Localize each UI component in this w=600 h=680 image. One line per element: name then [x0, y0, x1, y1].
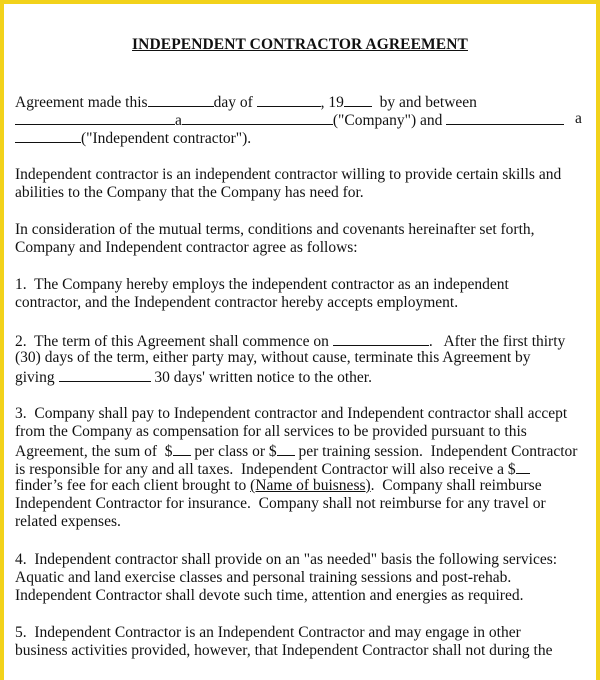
document-page	[4, 4, 596, 680]
section-3-line: Independent Contractor for insurance. Company shall not reimburse for any travel or	[15, 495, 546, 512]
section-3-text: . Company shall reimburse	[370, 477, 542, 494]
company-name-blank[interactable]	[15, 110, 175, 125]
intro-text: a	[575, 110, 582, 127]
section-4-line: 4. Independent contractor shall provide on an "as needed" basis the following services:	[15, 551, 558, 568]
section-1-line: 1. The Company hereby employs the independent contractor as an independent	[15, 276, 509, 293]
date-month-blank[interactable]	[257, 92, 321, 107]
section-3-text: is responsible for any and all taxes. Independent Contractor will also receive a $	[15, 461, 516, 478]
paragraph-line: In consideration of the mutual terms, conditions and covenants hereinafter set forth,	[15, 221, 535, 238]
section-2-line: (30) days of the term, either party may, without cause, terminate this Agreement by	[15, 349, 531, 366]
business-name-placeholder: (Name of buisness)	[250, 477, 371, 494]
section-3-text: per class or $	[194, 443, 277, 460]
contractor-name-blank[interactable]	[446, 110, 564, 125]
intro-text: ("Independent contractor").	[81, 130, 252, 147]
section-3-text: Agreement, the sum of $	[15, 443, 173, 460]
session-fee-blank[interactable]	[277, 441, 295, 456]
section-2-text: 2. The term of this Agreement shall commence on	[15, 333, 329, 350]
class-fee-blank[interactable]	[173, 441, 191, 456]
section-2-text: giving	[15, 369, 55, 386]
finder-fee-blank[interactable]	[516, 459, 530, 474]
paragraph-line: Company and Independent contractor agree as follows:	[15, 239, 358, 256]
intro-text: a	[175, 112, 182, 129]
intro-line-1	[15, 92, 477, 112]
intro-text: , 19	[320, 94, 344, 111]
section-3-line-5	[15, 477, 542, 495]
intro-text: ("Company") and	[332, 112, 443, 129]
intro-text: Agreement made this	[15, 94, 148, 111]
section-2-line-1	[15, 331, 565, 351]
intro-text: day of	[213, 94, 253, 111]
contractor-type-blank[interactable]	[15, 128, 81, 143]
section-3-line-3	[15, 441, 577, 461]
section-3-line: related expenses.	[15, 513, 121, 530]
section-5-line: 5. Independent Contractor is an Independent Contractor and may engage in other	[15, 624, 521, 641]
section-4-line: Independent Contractor shall devote such time, attention and energies as required.	[15, 587, 524, 604]
document-title: INDEPENDENT CONTRACTOR AGREEMENT	[132, 36, 468, 53]
intro-text: by and between	[379, 94, 477, 111]
date-day-blank[interactable]	[148, 92, 214, 107]
section-3-line-4	[15, 459, 530, 479]
section-2-text: 30 days' written notice to the other.	[154, 369, 372, 386]
date-year-blank[interactable]	[344, 92, 372, 107]
section-4-line: Aquatic and land exercise classes and personal training sessions and post-rehab.	[15, 569, 512, 586]
section-5-line: business activities provided, however, that Independent Contractor shall not during the	[15, 642, 553, 659]
notice-period-blank[interactable]	[59, 367, 151, 382]
section-3-line: from the Company as compensation for all services to be provided pursuant to this	[15, 423, 527, 440]
intro-line-3	[15, 128, 251, 148]
section-3-text: finder’s fee for each client brought to	[15, 477, 247, 494]
section-1-line: contractor, and the Independent contractor hereby accepts employment.	[15, 294, 459, 311]
section-2-line-3	[15, 367, 372, 387]
paragraph-line: abilities to the Company that the Company has need for.	[15, 184, 364, 201]
commence-date-blank[interactable]	[333, 331, 429, 346]
section-2-text: . After the first thirty	[428, 333, 566, 350]
intro-line-2	[15, 110, 564, 130]
section-3-text: per training session. Independent Contractor	[298, 443, 578, 460]
paragraph-line: Independent contractor is an independent contractor willing to provide certain skills and	[15, 166, 562, 183]
company-type-blank[interactable]	[182, 110, 333, 125]
section-3-line: 3. Company shall pay to Independent contractor and Independent contractor shall accept	[15, 405, 568, 422]
